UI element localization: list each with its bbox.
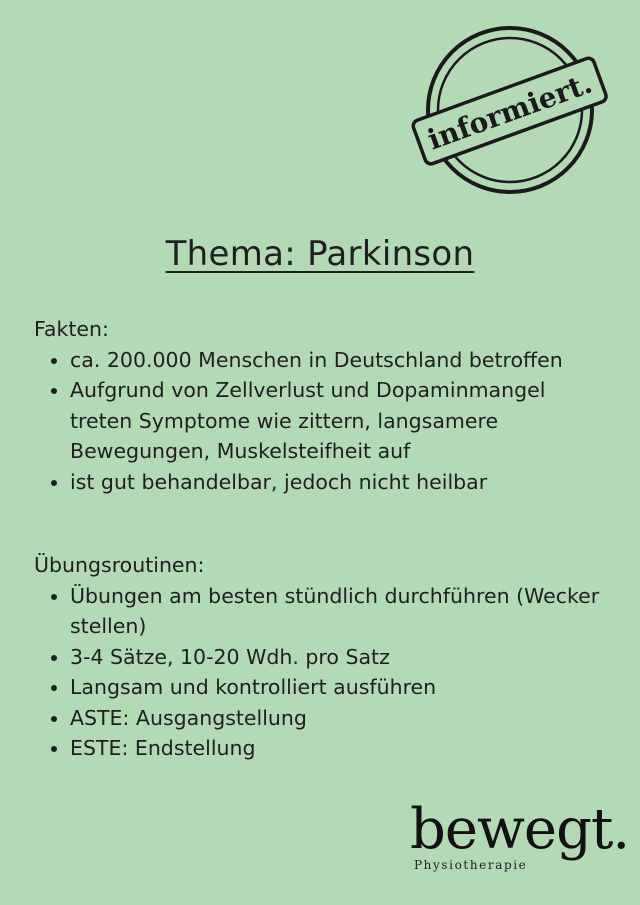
list-item: • ist gut behandelbar, jedoch nicht heilbar <box>70 467 614 498</box>
logo-subtitle: Physiotherapie <box>414 858 528 872</box>
list-item: • Aufgrund von Zellverlust und Dopaminmangel treten Symptome wie zittern, langsamere Bewegungen, Muskelsteifheit auf <box>70 375 614 467</box>
facts-heading: Fakten: <box>34 317 109 341</box>
list-item: • ASTE: Ausgangstellung <box>70 703 614 734</box>
list-item: • ESTE: Endstellung <box>70 733 614 764</box>
list-item: • ca. 200.000 Menschen in Deutschland betroffen <box>70 345 614 376</box>
facts-section <box>34 314 614 497</box>
page-title-text: Thema: Parkinson <box>165 234 475 274</box>
list-item: • Übungen am besten stündlich durchführen (Wecker stellen) <box>70 581 614 642</box>
routines-section <box>34 550 614 764</box>
stamp-label: informiert. <box>423 66 597 157</box>
informiert-stamp <box>410 22 610 202</box>
bewegt-logo <box>410 797 630 872</box>
routines-heading: Übungsroutinen: <box>34 553 205 577</box>
logo-name: bewegt. <box>410 797 630 862</box>
page-title <box>0 234 640 274</box>
routines-list <box>34 581 614 764</box>
list-item: • Langsam und kontrolliert ausführen <box>70 672 614 703</box>
facts-list <box>34 345 614 498</box>
list-item: • 3-4 Sätze, 10-20 Wdh. pro Satz <box>70 642 614 673</box>
